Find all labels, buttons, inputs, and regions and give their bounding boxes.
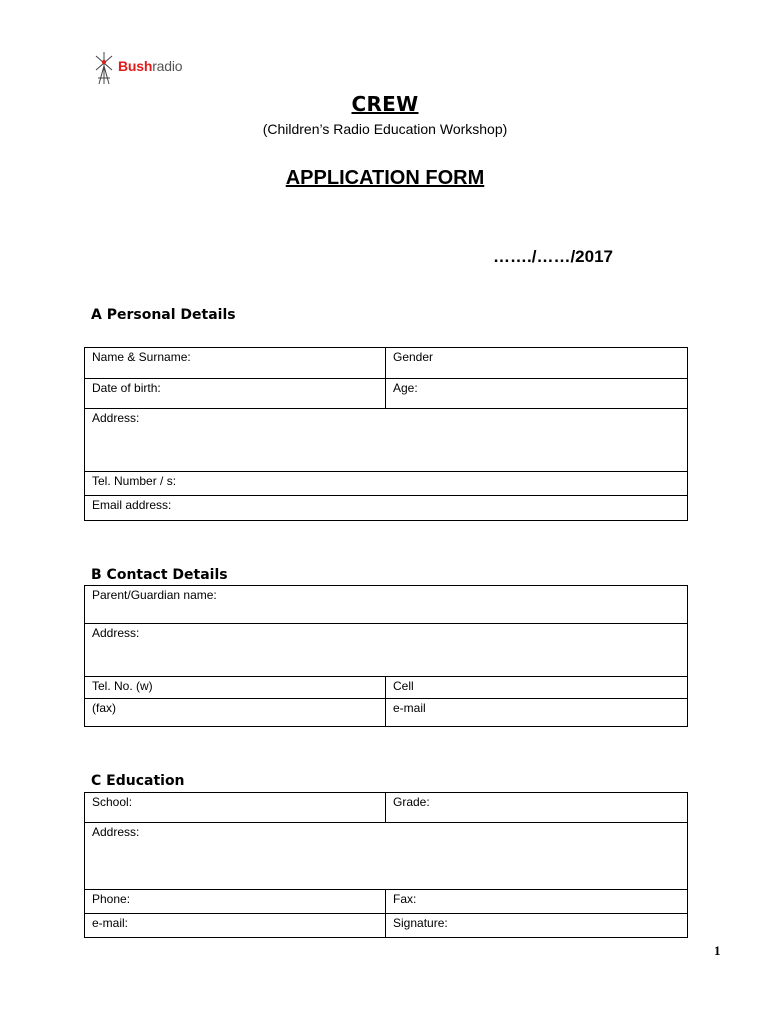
grade-field[interactable]: Grade: [386,793,688,823]
logo-radio-text: radio [152,58,183,74]
contact-address-field[interactable]: Address: [85,624,688,677]
email-address-field[interactable]: Email address: [85,496,688,521]
tel-work-field[interactable]: Tel. No. (w) [85,677,386,699]
school-field[interactable]: School: [85,793,386,823]
gender-field[interactable]: Gender [386,348,688,379]
date-of-birth-field[interactable]: Date of birth: [85,379,386,409]
contact-details-table [84,585,688,727]
page-number: 1 [714,943,721,958]
cell-field[interactable]: Cell [386,677,688,699]
section-a-title: A Personal Details [91,307,236,323]
personal-details-table [84,347,688,521]
school-address-field[interactable]: Address: [85,823,688,890]
form-title: APPLICATION FORM [285,167,485,189]
logo-bush-text: Bush [118,58,153,74]
logo-wordmark [118,58,182,74]
tel-numbers-field[interactable]: Tel. Number / s: [85,472,688,496]
page-title: CREW [351,92,419,116]
section-c-title: C Education [91,773,185,789]
page-subtitle: (Children’s Radio Education Workshop) [262,121,508,137]
age-field[interactable]: Age: [386,379,688,409]
education-table [84,792,688,938]
name-surname-field[interactable]: Name & Surname: [85,348,386,379]
school-fax-field[interactable]: Fax: [386,890,688,914]
fax-field[interactable]: (fax) [85,699,386,727]
parent-guardian-field[interactable]: Parent/Guardian name: [85,586,688,624]
signature-field[interactable]: Signature: [386,914,688,938]
section-b-title: B Contact Details [91,567,228,583]
phone-field[interactable]: Phone: [85,890,386,914]
date-line: ……./……/2017 [493,247,613,266]
school-email-field[interactable]: e-mail: [85,914,386,938]
contact-email-field[interactable]: e-mail [386,699,688,727]
address-field[interactable]: Address: [85,409,688,472]
